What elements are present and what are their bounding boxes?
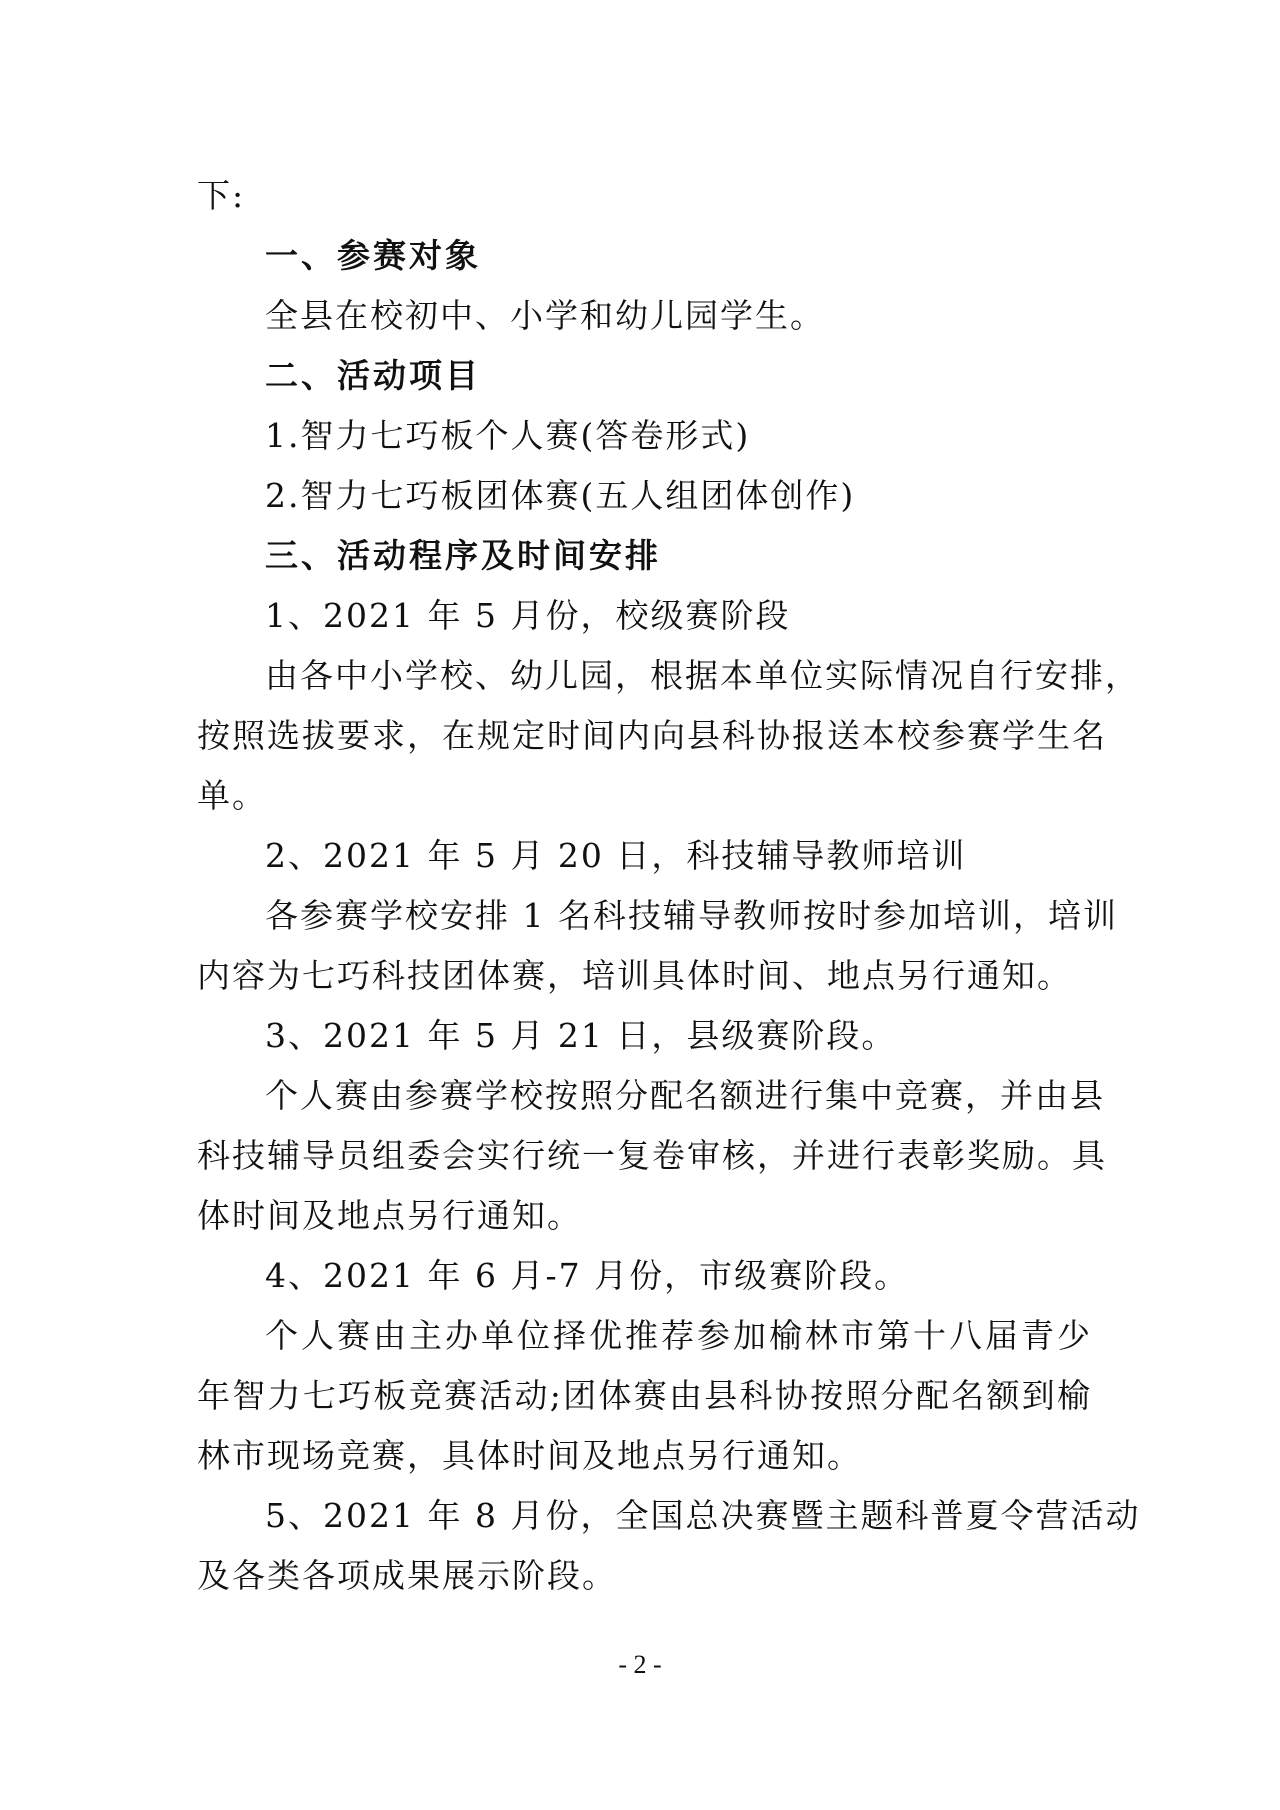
text-line: 3、2021 年 5 月 21 日，县级赛阶段。 — [265, 1016, 897, 1055]
text-line: 科技辅导员组委会实行统一复卷审核，并进行表彰奖励。具 — [197, 1136, 1107, 1175]
section-heading-participants: 一、参赛对象 — [265, 236, 481, 275]
text-line: 2、2021 年 5 月 20 日，科技辅导教师培训 — [265, 836, 967, 875]
text-line: 由各中小学校、幼儿园，根据本单位实际情况自行安排， — [265, 656, 1140, 695]
list-item: 2.智力七巧板团体赛(五人组团体创作) — [265, 476, 856, 515]
text-line: 个人赛由参赛学校按照分配名额进行集中竞赛，并由县 — [265, 1076, 1105, 1115]
section-heading-schedule: 三、活动程序及时间安排 — [265, 536, 661, 575]
text-line: 4、2021 年 6 月-7 月份，市级赛阶段。 — [265, 1256, 910, 1295]
text-line: 单。 — [197, 776, 267, 815]
text-line: 林市现场竞赛，具体时间及地点另行通知。 — [197, 1436, 862, 1475]
page-number: - 2 - — [618, 1650, 662, 1679]
text-line: 体时间及地点另行通知。 — [197, 1196, 582, 1235]
list-item: 1.智力七巧板个人赛(答卷形式) — [265, 416, 751, 455]
document-body — [197, 166, 1141, 1606]
text-line: 个人赛由主办单位择优推荐参加榆林市第十八届青少 — [265, 1316, 1092, 1355]
text-line: 各参赛学校安排 1 名科技辅导教师按时参加培训，培训 — [265, 896, 1118, 935]
text-line: 按照选拔要求，在规定时间内向县科协报送本校参赛学生名 — [197, 716, 1107, 755]
text-line: 内容为七巧科技团体赛，培训具体时间、地点另行通知。 — [197, 956, 1072, 995]
text-line: 年智力七巧板竞赛活动;团体赛由县科协按照分配名额到榆 — [197, 1376, 1092, 1415]
text-line: 1、2021 年 5 月份，校级赛阶段 — [265, 596, 791, 635]
text-line: 及各类各项成果展示阶段。 — [197, 1556, 617, 1595]
text-line: 全县在校初中、小学和幼儿园学生。 — [265, 296, 825, 335]
section-heading-events: 二、活动项目 — [265, 356, 481, 395]
text-line: 下: — [197, 176, 246, 215]
text-line: 5、2021 年 8 月份，全国总决赛暨主题科普夏令营活动 — [265, 1496, 1141, 1535]
